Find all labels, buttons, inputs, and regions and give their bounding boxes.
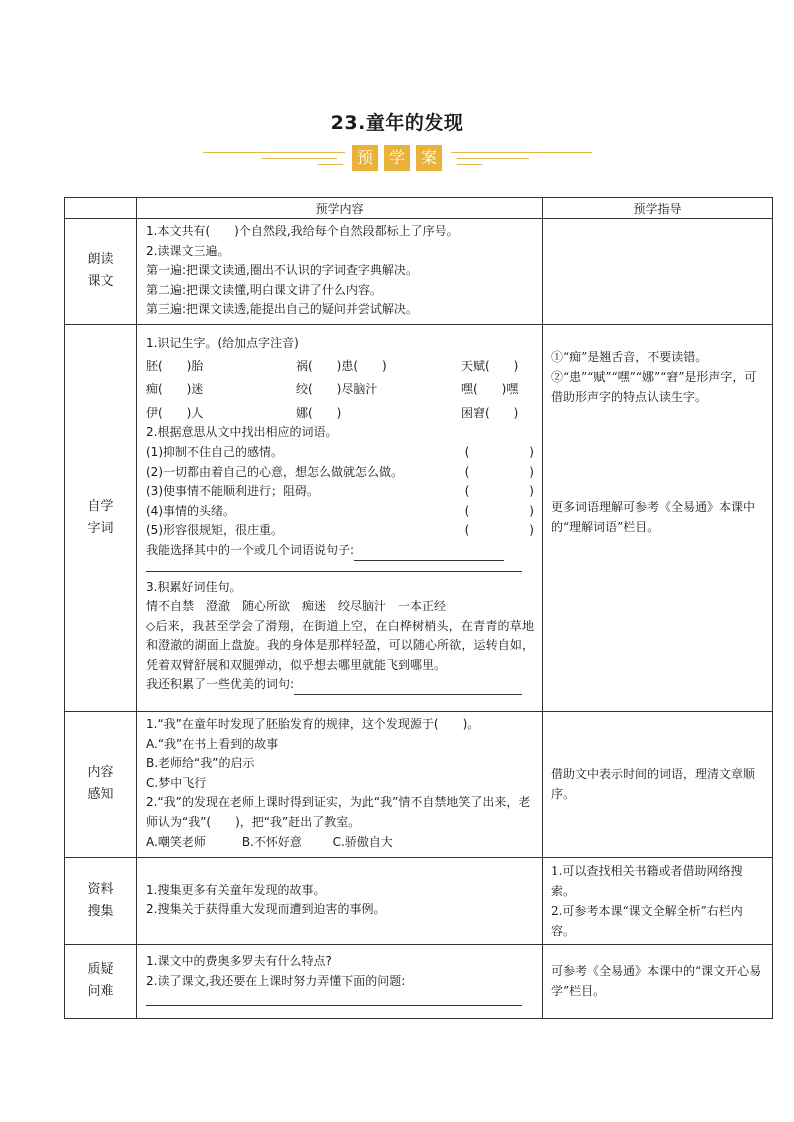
guide-note: ②“患”“赋”“嘿”“娜”“窘”是形声字，可借助形声字的特点认读生字。	[551, 369, 757, 404]
banner-char-1: 预	[352, 145, 378, 171]
preview-table	[64, 197, 773, 1019]
header-content: 预学内容	[137, 198, 543, 219]
guide-note: 2.可参考本课“课文全解全析”右栏内容。	[551, 903, 743, 938]
pinyin-row: 痴( )迷 绞( )尽脑汁 嘿( )嘿	[146, 382, 519, 397]
header-guide: 预学指导	[543, 198, 773, 219]
sentence-prompt: 我能选择其中的一个或几个词语说句子:	[146, 541, 534, 561]
text-line: 第三遍:把课文读透,能提出自己的疑问并尝试解决。	[146, 302, 418, 317]
pinyin-row: 胚( )胎 祸( )患( ) 天赋( )	[146, 358, 519, 373]
answer-blank[interactable]: ( )	[464, 464, 534, 479]
table-header-row	[65, 198, 773, 219]
question-title: 1.识记生字。(给加点字注音)	[146, 335, 299, 350]
answer-blank[interactable]: ( )	[464, 523, 534, 538]
text-line: 2.读了课文,我还要在上课时努力弄懂下面的问题:	[146, 973, 406, 988]
section-words	[65, 324, 773, 711]
section-guide	[543, 219, 773, 325]
answer-blank[interactable]: ( )	[464, 484, 534, 499]
accumulate-prompt: 我还积累了一些优美的词句:	[146, 675, 534, 695]
meaning-item: (1)抑制不住自己的感情。 ( )	[146, 443, 534, 463]
question-line: 2.“我”的发现在老师上课时得到证实，为此“我”情不自禁地笑了出来，老师认为“我”( )，把“我”赶出了教室。	[146, 795, 531, 829]
option-line: A.“我”在书上看到的故事	[146, 736, 279, 751]
section-content	[137, 324, 543, 711]
text-line: 1.搜集更多有关童年发现的故事。	[146, 882, 326, 897]
answer-line[interactable]	[146, 561, 522, 572]
answer-blank[interactable]: ( )	[464, 503, 534, 518]
section-guide	[543, 857, 773, 944]
passage: ◇后来，我甚至学会了滑翔，在街道上空，在白桦树梢头，在青青的草地和澄澈的湖面上盘旋。我的身体是那样轻盈，可以随心所欲，运转自如，凭着双臂舒展和双腿弹动，似乎想去哪里就能飞到哪里。	[146, 618, 534, 672]
section-content	[137, 944, 543, 1018]
section-guide	[543, 324, 773, 711]
section-guide	[543, 944, 773, 1018]
text-line: 第一遍:把课文读通,圈出不认识的字词查字典解决。	[146, 263, 418, 278]
meaning-item: (3)使事情不能顺利进行；阻碍。 ( )	[146, 482, 534, 502]
section-content-perception	[65, 711, 773, 857]
section-content	[137, 857, 543, 944]
guide-note: 更多词语理解可参考《全易通》本课中的“理解词语”栏目。	[551, 499, 756, 534]
section-read	[65, 219, 773, 325]
guide-note: ①“痴”是翘舌音，不要读错。	[551, 349, 708, 364]
options-row: A.嘲笑老师 B.不怀好意 C.骄傲自大	[146, 834, 393, 849]
question-line: 1.“我”在童年时发现了胚胎发育的规律，这个发现源于( )。	[146, 716, 480, 731]
guide-note: 借助文中表示时间的词语，理清文章顺序。	[551, 767, 756, 802]
header-blank	[65, 198, 137, 219]
meaning-item: (2)一切都由着自己的心意，想怎么做就怎么做。 ( )	[146, 463, 534, 483]
section-label: 质疑 问难	[65, 944, 137, 1018]
page-title: 23.童年的发现	[330, 112, 464, 134]
banner-char-3: 案	[416, 145, 442, 171]
section-questions	[65, 944, 773, 1018]
section-content	[137, 711, 543, 857]
section-label: 自学 字词	[65, 324, 137, 711]
pinyin-row: 伊( )人 娜( ) 困窘( )	[146, 405, 519, 420]
question-title: 2.根据意思从文中找出相应的词语。	[146, 425, 338, 440]
answer-blank[interactable]: ( )	[464, 444, 534, 459]
question-title: 3.积累好词佳句。	[146, 579, 242, 594]
answer-line[interactable]	[146, 991, 522, 1006]
text-line: 2.读课文三遍。	[146, 243, 230, 258]
guide-note: 1.可以查找相关书籍或者借助网络搜索。	[551, 863, 743, 898]
option-line: B.老师给“我”的启示	[146, 756, 255, 771]
text-line: 1.课文中的费奥多罗夫有什么特点?	[146, 953, 332, 968]
preview-banner	[0, 145, 794, 173]
section-guide	[543, 711, 773, 857]
text-line: 第二遍:把课文读懂,明白课文讲了什么内容。	[146, 282, 382, 297]
option-line: C.梦中飞行	[146, 775, 207, 790]
answer-line[interactable]	[294, 680, 522, 695]
guide-note: 可参考《全易通》本课中的“课文开心易学”栏目。	[551, 964, 762, 999]
banner-char-2: 学	[384, 145, 410, 171]
answer-line[interactable]	[354, 546, 504, 561]
meaning-item: (4)事情的头绪。 ( )	[146, 502, 534, 522]
section-content	[137, 219, 543, 325]
meaning-item: (5)形容很规矩，很庄重。 ( )	[146, 521, 534, 541]
text-line: 1.本文共有( )个自然段,我给每个自然段都标上了序号。	[146, 224, 459, 238]
text-line: 2.搜集关于获得重大发现而遭到迫害的事例。	[146, 902, 386, 917]
section-label: 资料 搜集	[65, 857, 137, 944]
section-label: 朗读 课文	[65, 219, 137, 325]
section-label: 内容 感知	[65, 711, 137, 857]
section-research	[65, 857, 773, 944]
word-list: 情不自禁 澄澈 随心所欲 痴迷 绞尽脑汁 一本正经	[146, 599, 447, 614]
